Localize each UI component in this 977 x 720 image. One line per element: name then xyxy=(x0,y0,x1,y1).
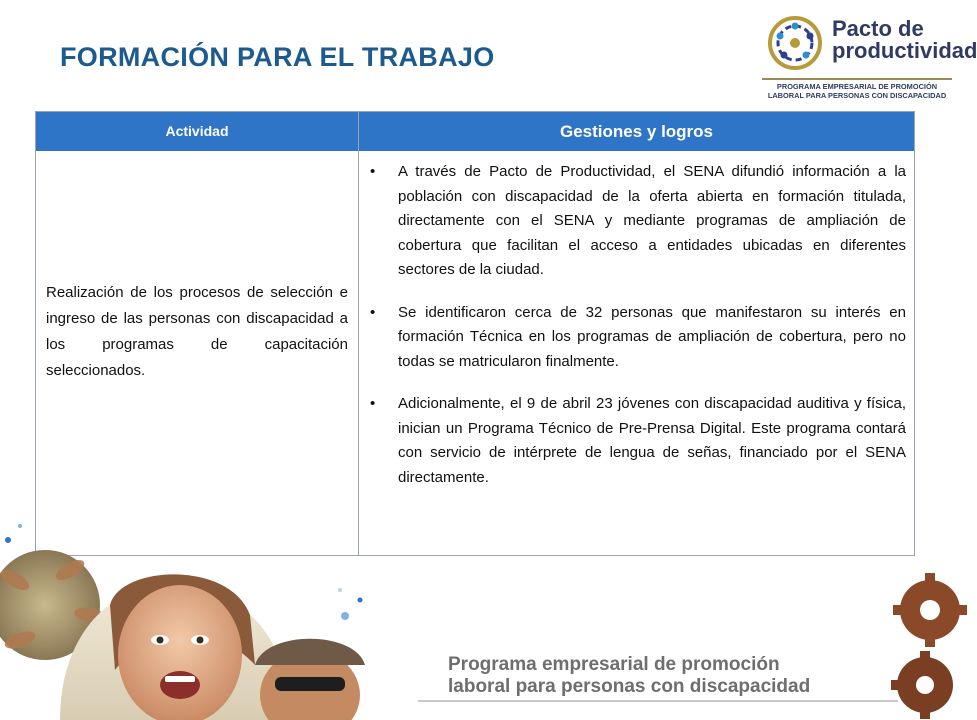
activities-table xyxy=(35,111,915,556)
footer-divider xyxy=(418,700,898,702)
list-item-text: Adicionalmente, el 9 de abril 23 jóvenes con discapacidad auditiva y física, inician un Programa Técnico de Pre-Prensa Digital. Este programa contará con servicio de intérprete de lengua de señas, financiado por el SENA directamente. xyxy=(398,395,906,486)
table-header-row xyxy=(36,112,914,151)
gears-icon xyxy=(875,565,960,720)
footer-program-text xyxy=(448,654,810,698)
logo-name xyxy=(832,18,977,62)
logo-tagline-line1: PROGRAMA EMPRESARIAL DE PROMOCIÓN xyxy=(776,82,938,91)
people-circle-icon xyxy=(764,12,826,74)
logo-tagline-line2: LABORAL PARA PERSONAS CON DISCAPACIDAD xyxy=(767,91,947,100)
bullet-icon: • xyxy=(370,163,376,180)
pacto-productividad-logo xyxy=(762,12,977,102)
list-item-text: A través de Pacto de Productividad, el SENA difundió información a la población con discapacidad de la oferta abierta en formación titulada, directamente con el SENA y mediante programas de ampliación de cobertura que facilitan el acceso a entidades ubicadas en diferentes sectores de la ciudad. xyxy=(398,163,906,278)
logo-tagline xyxy=(762,82,952,100)
bullet-icon: • xyxy=(370,395,376,412)
list-item xyxy=(370,301,906,375)
list-item xyxy=(370,160,906,283)
logo-name-line1: Pacto de xyxy=(832,16,924,41)
logo-divider xyxy=(762,78,952,80)
footer-line2: laboral para personas con discapacidad xyxy=(448,676,811,697)
header-activity: Actividad xyxy=(165,123,229,139)
header-gestiones-logros: Gestiones y logros xyxy=(559,122,714,141)
logros-list xyxy=(370,160,906,490)
people-photo-collage xyxy=(0,545,400,720)
footer-line1: Programa empresarial de promoción xyxy=(448,654,780,675)
list-item-text: Se identificaron cerca de 32 personas que manifestaron su interés en formación Técnica en los programas de ampliación de cobertura, pero no todas se matricularon finalmente. xyxy=(398,303,906,370)
slide-title: FORMACIÓN PARA EL TRABAJO xyxy=(60,42,495,72)
column-divider xyxy=(358,112,359,555)
activity-cell: Realización de los procesos de selección e ingreso de las personas con discapacidad a los programas de capacitación seleccionados. xyxy=(46,284,348,379)
logo-name-line2: productividad xyxy=(832,38,977,63)
bullet-icon: • xyxy=(370,303,376,321)
list-item xyxy=(370,392,906,490)
